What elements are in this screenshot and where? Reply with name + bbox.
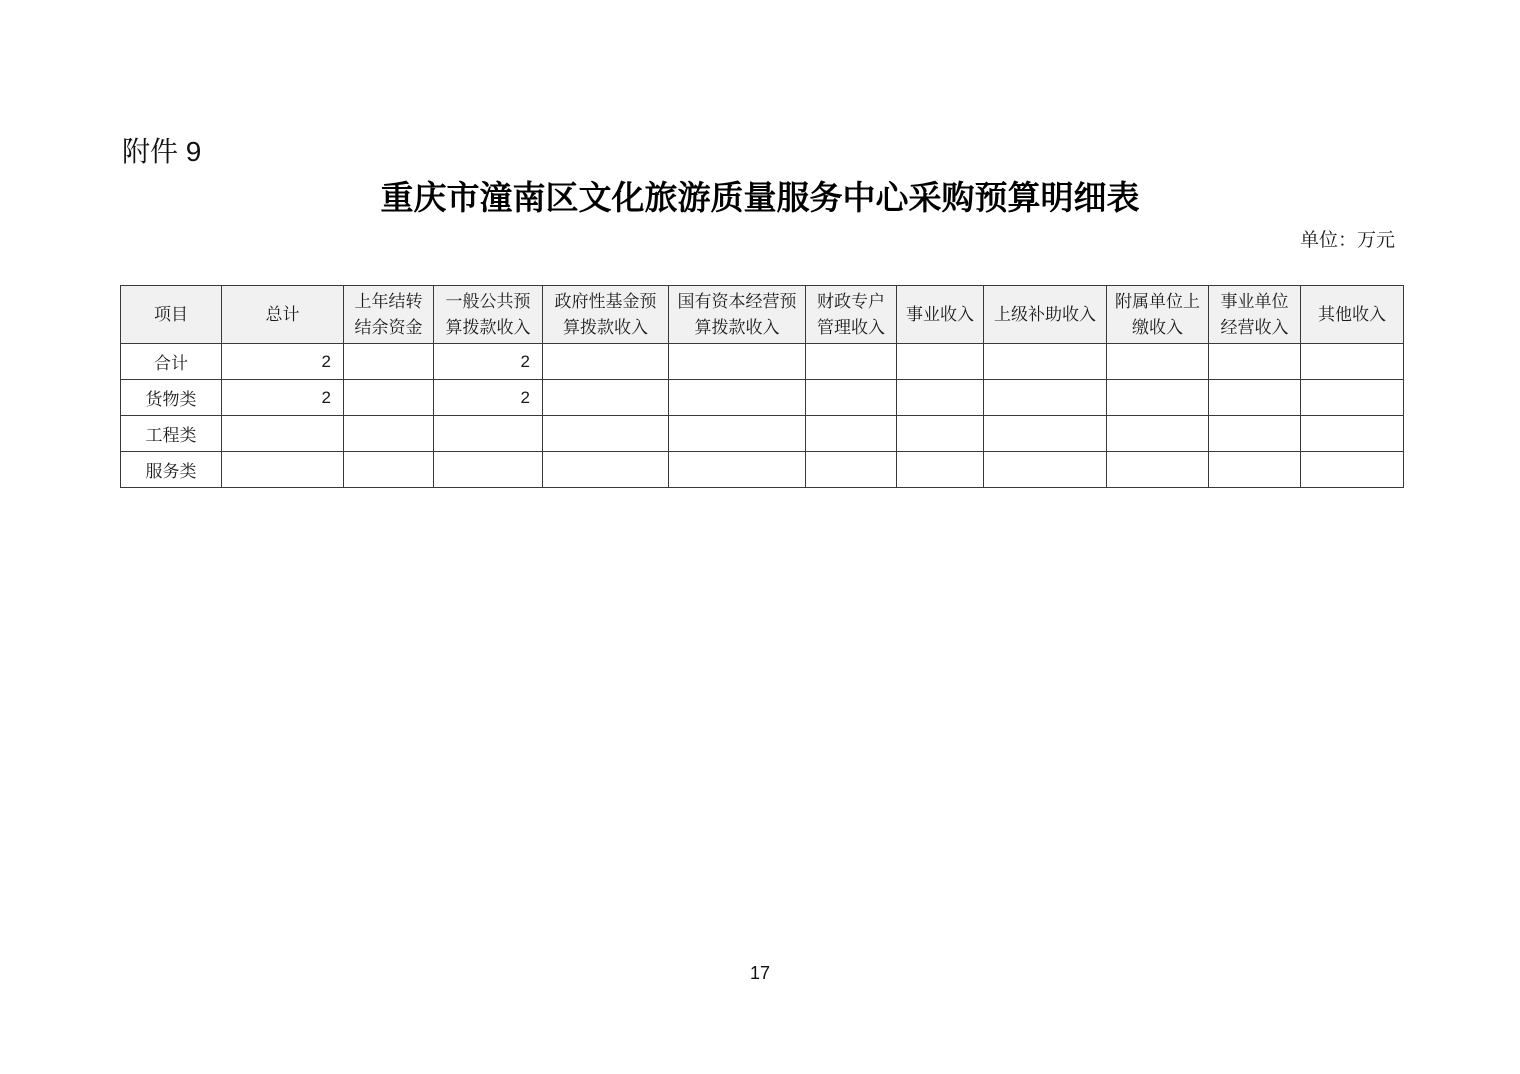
column-header-line: 项目 bbox=[154, 304, 188, 324]
cell bbox=[543, 452, 669, 488]
cell bbox=[344, 344, 434, 380]
unit-note: 单位：万元 bbox=[1299, 230, 1395, 251]
column-header-line: 缴收入 bbox=[1132, 317, 1183, 337]
cell bbox=[984, 344, 1107, 380]
column-header-line: 算拨款收入 bbox=[694, 317, 780, 337]
table-row bbox=[121, 452, 1404, 488]
page-title: 重庆市潼南区文化旅游质量服务中心采购预算明细表 bbox=[380, 181, 1140, 217]
column-header bbox=[222, 286, 344, 344]
column-header bbox=[897, 286, 984, 344]
cell bbox=[1301, 344, 1404, 380]
column-header bbox=[434, 286, 543, 344]
cell bbox=[344, 380, 434, 416]
column-header bbox=[1301, 286, 1404, 344]
cell bbox=[897, 452, 984, 488]
table-row bbox=[121, 344, 1404, 380]
column-header-line: 其他收入 bbox=[1318, 304, 1386, 324]
table-row bbox=[121, 416, 1404, 452]
column-header-line: 事业收入 bbox=[906, 304, 974, 324]
column-header bbox=[121, 286, 222, 344]
cell bbox=[434, 416, 543, 452]
cell bbox=[543, 416, 669, 452]
cell bbox=[1301, 380, 1404, 416]
cell: 2 bbox=[434, 380, 543, 416]
column-header-line: 结余资金 bbox=[354, 317, 423, 337]
cell bbox=[984, 416, 1107, 452]
cell: 2 bbox=[222, 380, 344, 416]
column-header-line: 国有资本经营预 bbox=[677, 291, 797, 311]
cell bbox=[1301, 452, 1404, 488]
column-header-line: 算拨款收入 bbox=[445, 317, 531, 337]
attachment-label: 附件 9 bbox=[122, 136, 202, 167]
column-header-line: 政府性基金预 bbox=[554, 291, 657, 311]
column-header bbox=[669, 286, 806, 344]
column-header bbox=[1107, 286, 1209, 344]
column-header-line: 经营收入 bbox=[1220, 317, 1289, 337]
cell bbox=[1301, 416, 1404, 452]
page-number: 17 bbox=[749, 963, 771, 983]
cell bbox=[806, 344, 897, 380]
cell: 2 bbox=[222, 344, 344, 380]
cell bbox=[1107, 344, 1209, 380]
column-header-line: 上级补助收入 bbox=[994, 304, 1096, 324]
column-header-line: 事业单位 bbox=[1220, 291, 1289, 311]
cell bbox=[669, 452, 806, 488]
row-label: 服务类 bbox=[121, 452, 222, 488]
column-header-line: 一般公共预 bbox=[445, 291, 531, 311]
cell bbox=[1107, 380, 1209, 416]
column-header-line: 附属单位上 bbox=[1115, 291, 1200, 311]
cell bbox=[543, 344, 669, 380]
column-header bbox=[984, 286, 1107, 344]
column-header bbox=[1209, 286, 1301, 344]
cell bbox=[222, 452, 344, 488]
column-header bbox=[806, 286, 897, 344]
cell bbox=[669, 344, 806, 380]
cell bbox=[344, 452, 434, 488]
cell bbox=[897, 380, 984, 416]
cell bbox=[543, 380, 669, 416]
budget-table bbox=[120, 285, 1404, 488]
cell bbox=[984, 380, 1107, 416]
cell bbox=[222, 416, 344, 452]
table-row bbox=[121, 380, 1404, 416]
cell bbox=[806, 380, 897, 416]
column-header-line: 财政专户 bbox=[817, 291, 885, 311]
cell bbox=[897, 416, 984, 452]
table-header-row bbox=[121, 286, 1404, 344]
cell bbox=[669, 380, 806, 416]
cell bbox=[897, 344, 984, 380]
cell: 2 bbox=[434, 344, 543, 380]
cell bbox=[1107, 416, 1209, 452]
cell bbox=[806, 416, 897, 452]
cell bbox=[806, 452, 897, 488]
column-header-line: 管理收入 bbox=[817, 317, 885, 337]
column-header-line: 算拨款收入 bbox=[563, 317, 648, 337]
cell bbox=[1209, 344, 1301, 380]
column-header-line: 上年结转 bbox=[354, 291, 423, 311]
cell bbox=[1209, 416, 1301, 452]
row-label: 工程类 bbox=[121, 416, 222, 452]
cell bbox=[434, 452, 543, 488]
cell bbox=[669, 416, 806, 452]
cell bbox=[1209, 380, 1301, 416]
row-label: 合计 bbox=[121, 344, 222, 380]
row-label: 货物类 bbox=[121, 380, 222, 416]
cell bbox=[1209, 452, 1301, 488]
column-header bbox=[543, 286, 669, 344]
cell bbox=[344, 416, 434, 452]
column-header-line: 总计 bbox=[265, 304, 300, 324]
cell bbox=[1107, 452, 1209, 488]
cell bbox=[984, 452, 1107, 488]
column-header bbox=[344, 286, 434, 344]
